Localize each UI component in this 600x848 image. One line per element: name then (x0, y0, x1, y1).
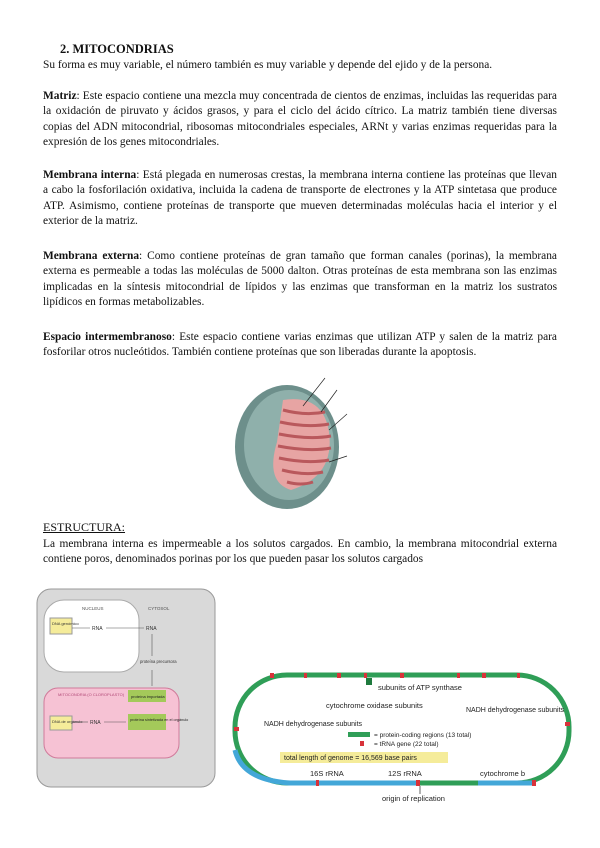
paragraph-membrana-interna (43, 168, 557, 230)
atp-synthase-label: subunits of ATP synthase (378, 683, 462, 692)
text-membrana-externa: : Como contiene proteínas de gran tamaño que forman canales (porinas), la membrana externa es permeable a todas las moléculas de 5000 dalton. Otras proteínas de esta membrana son las enzimas implicadas en la síntesis mitocondrial de lípidos y las enzimas que transforman en la matriz los sustratos lipídicos en formas metabolizables. (43, 250, 557, 309)
atp-leader-box (366, 678, 372, 685)
dna-genomico-label: DNA genómico (52, 621, 79, 626)
text-espacio-intermembranoso: : Este espacio contiene varias enzimas que utilizan ATP y salen de la matriz para fosforilar otros nucleótidos. También contiene proteínas que son liberadas durante la apoptosis. (43, 331, 557, 359)
legend-trna-swatch (360, 741, 364, 746)
cell-diagram (36, 588, 216, 788)
cytochrome-oxidase-label: cytochrome oxidase subunits (326, 701, 423, 710)
estructura-paragraph: La membrana interna es impermeable a los solutos cargados. En cambio, la membrana mitocondrial externa contiene poros, denominados porinas por los que pueden pasar los solutos cargados (43, 538, 557, 566)
nadh-right-label: NADH dehydrogenase subunits (466, 707, 565, 714)
mitocondria-label: MITOCONDRIA (O CLOROPLASTO) (58, 692, 125, 697)
section-heading: 2. MITOCONDRIAS (60, 42, 174, 56)
proteina-sintetizada-box (128, 714, 166, 730)
proteina-precursora-label: proteína precursora (140, 659, 177, 664)
genome-map (232, 672, 572, 804)
term-matriz: Matriz (43, 90, 77, 102)
cytochrome-b-label: cytochrome b (480, 769, 526, 778)
text-membrana-interna: : Está plegada en numerosas crestas, la membrana interna contiene las proteínas que llevan a cabo la fosforilación oxidativa, incluida la cadena de transporte de electrones y la ATP sintetasa que produce ATP. Asimismo, contiene proteínas de transporte que mueven determinadas moléculas hacia el interior y el exterior de la matriz. (43, 169, 558, 228)
legend-trna-label: = tRNA gene (22 total) (374, 741, 439, 748)
legend-protein-label: = protein-coding regions (13 total) (374, 732, 472, 739)
rrna-12s-label: 12S rRNA (388, 769, 422, 778)
term-membrana-interna: Membrana interna (43, 169, 137, 181)
cytosol-label: CYTOSOL (148, 606, 170, 611)
text-matriz: : Este espacio contiene una mezcla muy concentrada de cientos de enzimas, incluidas las requeridas para la oxidación de piruvato y ácidos grasos, y para el ciclo del ácido cítrico. La matriz también tiene diversas copias del ADN mitocondrial, ribosomas mitocondriales especiales, ARNt y varias enzimas requeridas para la expresión de los genes mitocondriales. (43, 90, 557, 149)
paragraph-membrana-externa (43, 249, 557, 311)
paragraph-espacio-intermembranoso (43, 330, 557, 361)
dna-organulo-label: DNA de orgánulo (52, 719, 83, 724)
intro-paragraph: Su forma es muy variable, el número también es muy variable y depende del ejido y de la persona. (43, 59, 493, 71)
rna-cytosol-label: RNA (146, 626, 157, 632)
origin-of-replication-label: origin of replication (382, 794, 445, 803)
term-membrana-externa: Membrana externa (43, 250, 140, 262)
genome-length-label: total length of genome = 16,569 base pairs (284, 755, 417, 762)
estructura-title: ESTRUCTURA: (43, 520, 126, 534)
rna-organulo-label: RNA (90, 720, 101, 726)
legend-protein-swatch (348, 732, 370, 737)
nucleus-label: NUCLEUS (82, 606, 104, 611)
rrna-16s-label: 16S rRNA (310, 769, 344, 778)
proteina-importada-label: proteína importada (131, 694, 165, 699)
mitochondrion-illustration (225, 372, 360, 512)
term-espacio-intermembranoso: Espacio intermembranoso (43, 331, 172, 343)
rna-nucleus-label: RNA (92, 626, 103, 632)
paragraph-matriz (43, 89, 557, 151)
proteina-sintetizada-label: proteína sintetizada en el orgánulo (130, 718, 189, 722)
nadh-left-label: NADH dehydrogenase subunits (264, 721, 363, 728)
